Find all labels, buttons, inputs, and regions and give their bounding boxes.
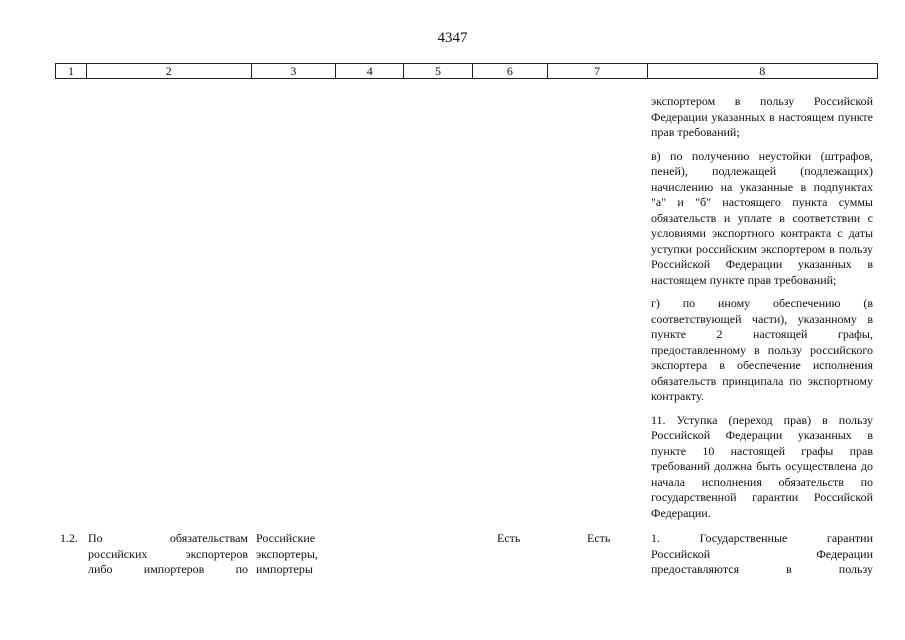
row-col8-text [651, 531, 873, 578]
header-col-5: 5 [404, 64, 473, 78]
header-col-3: 3 [252, 64, 337, 78]
col8-paragraph: в) по получению неустойки (штрафов, пеней), подлежащей (подлежащих) начислению на указанные в подпунктах "а" и "б" настоящего пункта суммы обязательств и уплате в соответствии с условиями экспортного контракта с даты уступки российским экспортером в пользу Российской Федерации указанных в настоящем пункте прав требований; [651, 148, 873, 287]
row-col2-text [88, 531, 248, 578]
row-col8-line: предоставляются в пользу [651, 562, 873, 576]
header-col-4: 4 [336, 64, 404, 78]
row-col7-value: Есть [587, 531, 611, 545]
row-col3-line: Российские [256, 531, 316, 545]
col8-paragraph: г) по иному обеспечению (в соответствующей части), указанному в пункте 2 настоящей графы, предоставленному в пользу российского экспортера в обеспечение исполнения обязательств принципала по экспортному контракту. [651, 296, 873, 403]
col8-paragraph: экспортером в пользу Российской Федерации указанных в настоящем пункте прав требований; [651, 94, 873, 139]
column-8-text [651, 94, 873, 529]
header-col-6: 6 [473, 64, 548, 78]
row-col8-line: 1. Государственные гарантии [651, 531, 873, 545]
row-col3-line: экспортеры, [256, 546, 318, 561]
row-number: 1.2. [60, 531, 78, 545]
col8-paragraph: 11. Уступка (переход прав) в пользу Российской Федерации указанных в пункте 10 настоящей графы прав требований должна быть осуществлена до начала исполнения обязательств по государственной гарантии Российской Федерации. [651, 412, 873, 520]
table-header-row [55, 63, 878, 79]
page-number: 4347 [437, 30, 468, 46]
row-col6-value: Есть [497, 531, 521, 545]
row-col8-line: Российской Федерации [651, 546, 873, 561]
row-col2-line: По обязательствам [88, 531, 248, 545]
row-col3-text [256, 531, 336, 578]
row-col3-line: импортеры [256, 562, 313, 576]
row-col2-line: либо импортеров по [88, 562, 248, 576]
header-col-2: 2 [87, 64, 252, 78]
header-col-1: 1 [56, 64, 87, 78]
header-col-7: 7 [548, 64, 648, 78]
header-col-8: 8 [759, 64, 766, 78]
row-col2-line: российских экспортеров [88, 546, 248, 561]
